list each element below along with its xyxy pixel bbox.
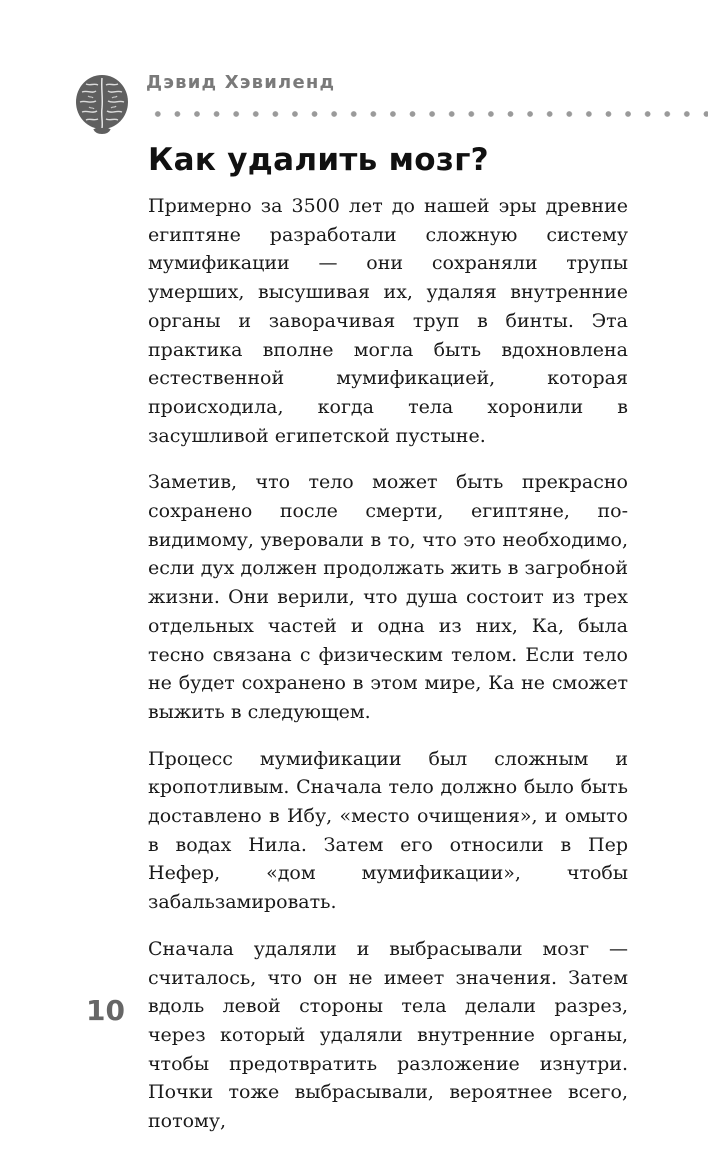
paragraph: Процесс мумификации был сложным и кропотливым. Сначала тело должно было быть доставлено в Ибу, «место очищения», и омыто в водах Нила. Затем его относили в Пер Нефер, «дом мумификации», чтобы забальзамировать. xyxy=(148,747,628,914)
chapter-title: Как удалить мозг? xyxy=(148,142,489,178)
paragraph: Заметив, что тело может быть прекрасно сохранено после смерти, египтяне, по-видимому, уверовали в то, что это необходимо, если дух должен продолжать жить в загробной жизни. Они верили, что душа состоит из трех отдельных частей и одна из них, Ка, была тесно связана с физическим телом. Если тело не будет сохранено в этом мире, Ка не сможет выжить в следующем. xyxy=(148,471,628,723)
page-number: 10 xyxy=(86,994,125,1027)
brain-icon xyxy=(74,74,130,134)
dotted-divider xyxy=(148,110,708,118)
paragraph: Примерно за 3500 лет до нашей эры древние египтяне разработали сложную систему мумификации — они сохраняли трупы умерших, высушивая их, удаляя внутренние органы и заворачивая труп в бинты. Эта практика вполне могла быть вдохновлена естественной мумификацией, которая происходила, когда тела хоронили в засушливой египетской пустыне. xyxy=(148,195,628,447)
paragraph: Сначала удаляли и выбрасывали мозг — считалось, что он не имеет значения. Затем вдоль левой стороны тела делали разрез, через который удаляли внутренние органы, чтобы предотвратить разложение изнутри. Почки тоже выбрасывали, вероятнее всего, потому, xyxy=(148,937,628,1133)
body-text xyxy=(148,192,628,1154)
running-header-author: Дэвид Хэвиленд xyxy=(146,72,336,93)
